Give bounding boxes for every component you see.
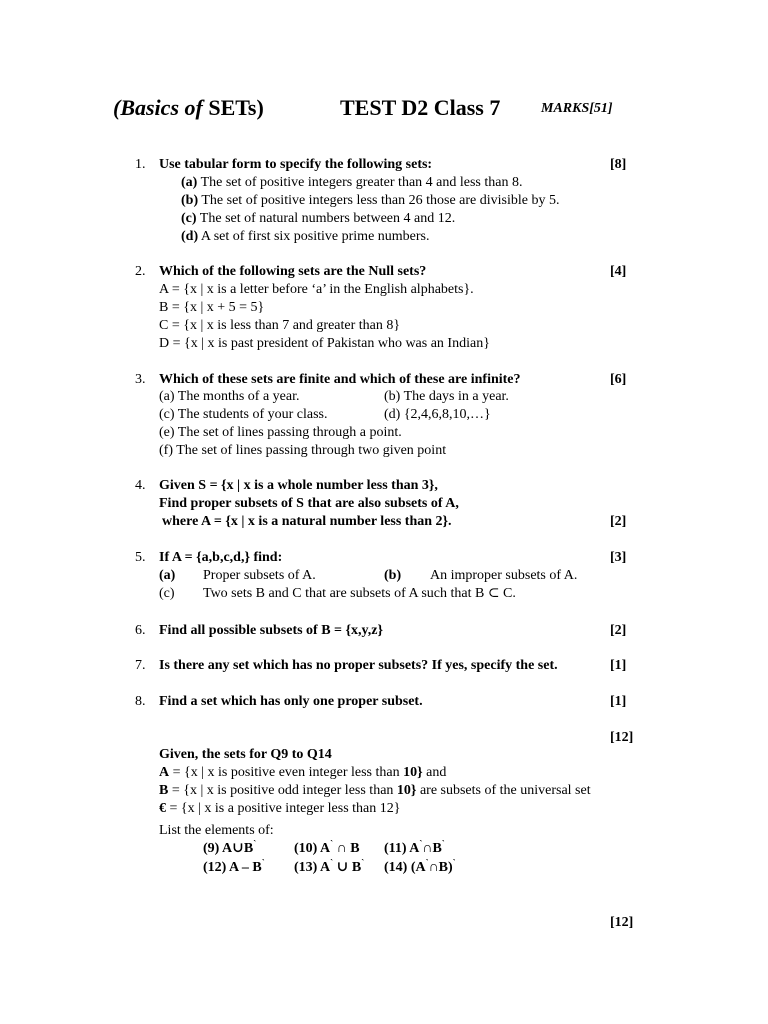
item-11: (11) A`∩B`	[384, 838, 445, 856]
question-title: Is there any set which has no proper subsets? If yes, specify the set.	[159, 658, 558, 673]
question-marks: [4]	[610, 264, 627, 279]
list-instruction: List the elements of:	[159, 823, 274, 838]
question-number: 2.	[135, 264, 146, 279]
item-12: (12) A – B`	[203, 857, 265, 875]
sub-tag: (a)	[159, 568, 176, 583]
question-title: Find a set which has only one proper subset.	[159, 694, 423, 709]
question-title: Which of these sets are finite and which of these are infinite?	[159, 372, 521, 387]
item-9: (9) A∪B`	[203, 838, 257, 856]
sub-item: (d) {2,4,6,8,10,…}	[384, 407, 491, 422]
set-b-definition: B = {x | x is positive odd integer less than 10} are subsets of the universal set	[159, 783, 591, 798]
sub-item: (b) The set of positive integers less than 26 those are divisible by 5.	[181, 193, 560, 208]
question-title: Use tabular form to specify the following sets:	[159, 157, 433, 172]
question-title: Given, the sets for Q9 to Q14	[159, 747, 332, 762]
page-header	[0, 92, 768, 126]
sub-item: (b) The days in a year.	[384, 389, 509, 404]
header-test: TEST D2 Class 7	[340, 95, 501, 120]
sub-item: (d) A set of first six positive prime numbers.	[181, 229, 430, 244]
question-number: 7.	[135, 658, 146, 673]
item-13: (13) A` ∪ B`	[294, 857, 365, 875]
set-line: D = {x | x is past president of Pakistan who was an Indian}	[159, 336, 490, 351]
footer-marks: [12]	[610, 915, 634, 930]
question-number: 5.	[135, 550, 146, 565]
item-14: (14) (A`∩B)`	[384, 857, 456, 875]
question-line: Given S = {x | x is a whole number less than 3},	[159, 478, 438, 493]
question-number: 1.	[135, 157, 146, 172]
question-marks: [1]	[610, 658, 627, 673]
set-line: B = {x | x + 5 = 5}	[159, 300, 265, 315]
question-marks: [8]	[610, 157, 627, 172]
sub-item: (c) The students of your class.	[159, 407, 328, 422]
question-marks: [2]	[610, 623, 627, 638]
set-line: C = {x | x is less than 7 and greater than 8}	[159, 318, 401, 333]
set-a-definition: A = {x | x is positive even integer less than 10} and	[159, 765, 447, 780]
question-marks: [6]	[610, 372, 627, 387]
header-subject: (Basics of SETs)	[113, 95, 264, 120]
item-10: (10) A` ∩ B	[294, 838, 360, 856]
sub-text: Proper subsets of A.	[203, 568, 316, 583]
sub-text: An improper subsets of A.	[430, 568, 578, 583]
sub-item: (a) The set of positive integers greater than 4 and less than 8.	[181, 175, 523, 190]
question-line: Find proper subsets of S that are also subsets of A,	[159, 496, 459, 511]
sub-item: (e) The set of lines passing through a point.	[159, 425, 402, 440]
question-marks: [2]	[610, 514, 627, 529]
sub-tag: (c)	[159, 586, 175, 601]
sub-item: (c) The set of natural numbers between 4 and 12.	[181, 211, 456, 226]
question-number: 4.	[135, 478, 146, 493]
sub-item: (a) The months of a year.	[159, 389, 300, 404]
question-number: 6.	[135, 623, 146, 638]
universal-set-definition: € = {x | x is a positive integer less than 12}	[159, 801, 401, 816]
sub-item: (f) The set of lines passing through two given point	[159, 443, 447, 458]
question-marks: [12]	[610, 730, 634, 745]
sub-tag: (b)	[384, 568, 402, 583]
question-title: If A = {a,b,c,d,} find:	[159, 550, 283, 565]
sub-text: Two sets B and C that are subsets of A such that B ⊂ C.	[203, 586, 516, 601]
question-number: 8.	[135, 694, 146, 709]
question-line: where A = {x | x is a natural number less than 2}.	[162, 514, 452, 529]
question-marks: [3]	[610, 550, 627, 565]
question-number: 3.	[135, 372, 146, 387]
question-title: Find all possible subsets of B = {x,y,z}	[159, 623, 383, 638]
question-marks: [1]	[610, 694, 627, 709]
set-line: A = {x | x is a letter before ‘a’ in the English alphabets}.	[159, 282, 474, 297]
header-marks: MARKS[51]	[541, 101, 613, 116]
question-title: Which of the following sets are the Null sets?	[159, 264, 427, 279]
